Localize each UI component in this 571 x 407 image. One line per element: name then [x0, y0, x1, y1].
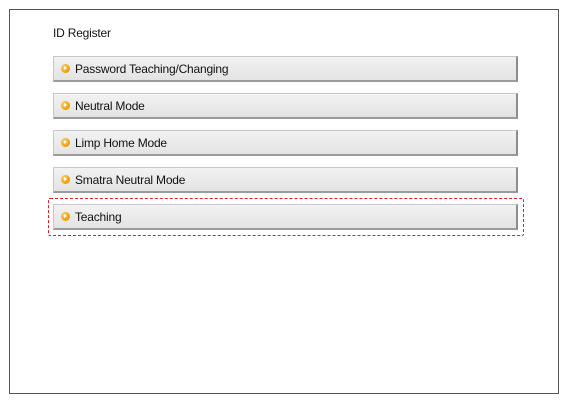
arrow-bullet-icon — [61, 64, 70, 73]
arrow-bullet-icon — [61, 101, 70, 110]
menu-button-limp-home-mode[interactable] — [53, 130, 518, 156]
menu-button-smatra-neutral-mode[interactable] — [53, 167, 518, 193]
menu-button-label: Password Teaching/Changing — [75, 61, 229, 76]
arrow-bullet-icon — [61, 138, 70, 147]
menu-button-label: Smatra Neutral Mode — [75, 172, 186, 187]
page-title: ID Register — [53, 26, 111, 40]
menu-button-label: Teaching — [75, 209, 122, 224]
menu-button-teaching[interactable] — [53, 204, 518, 230]
menu-button-label: Limp Home Mode — [75, 135, 167, 150]
arrow-bullet-icon — [61, 175, 70, 184]
arrow-bullet-icon — [61, 212, 70, 221]
menu-button-label: Neutral Mode — [75, 98, 145, 113]
menu-button-neutral-mode[interactable] — [53, 93, 518, 119]
menu-button-password-teaching[interactable] — [53, 56, 518, 82]
